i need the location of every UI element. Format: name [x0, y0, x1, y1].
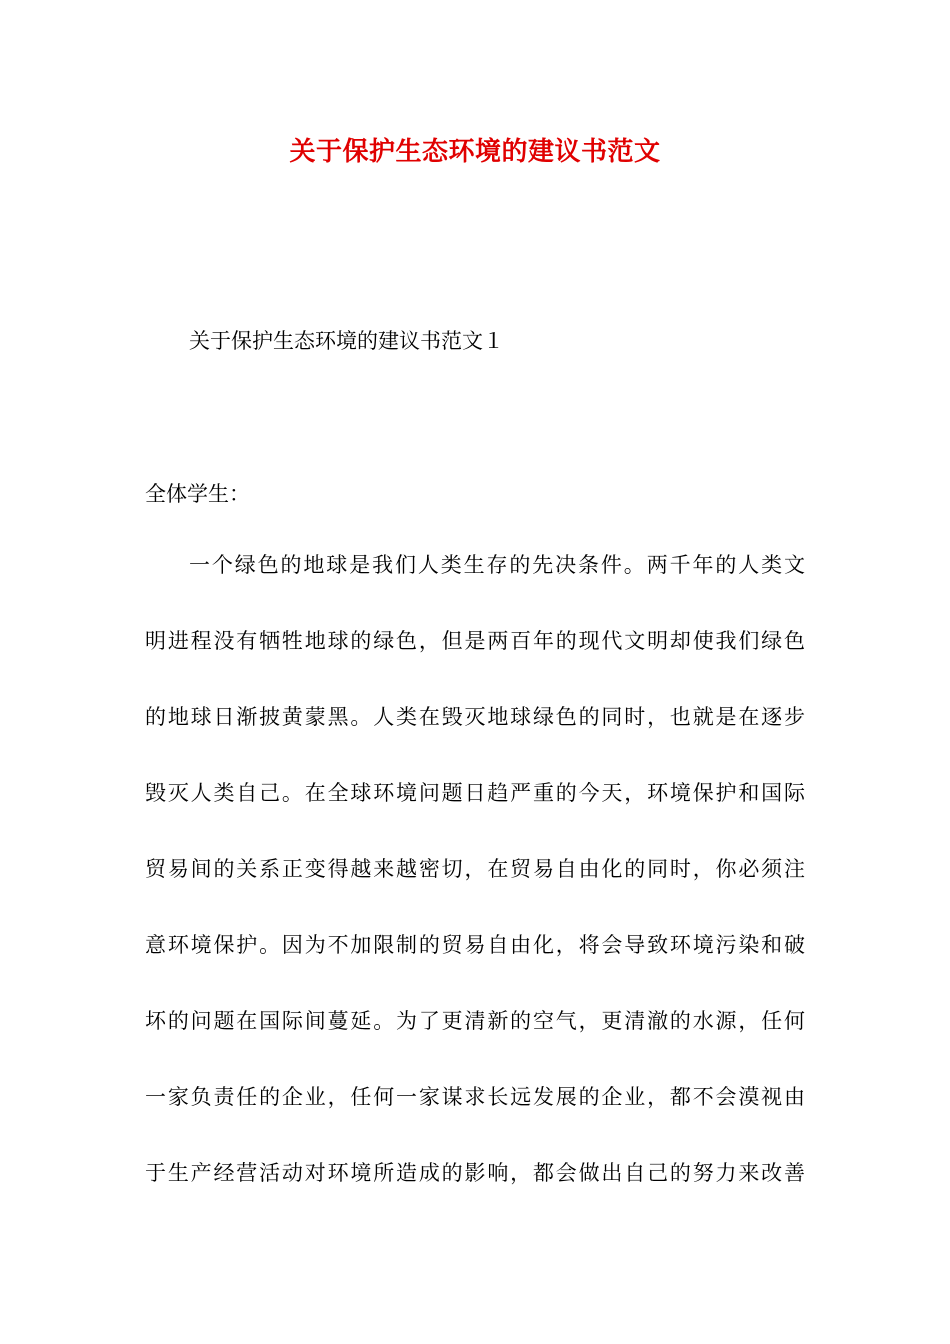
- body-line: 的地球日渐披黄蒙黑。人类在毁灭地球绿色的同时，也就是在逐步: [145, 705, 805, 729]
- body-line: 坏的问题在国际间蔓延。为了更清新的空气，更清澈的水源，任何: [145, 1009, 805, 1033]
- document-title: 关于保护生态环境的建议书范文: [289, 137, 661, 167]
- body-line: 贸易间的关系正变得越来越密切，在贸易自由化的同时，你必须注: [145, 857, 805, 881]
- salutation: 全体学生：: [145, 482, 250, 506]
- body-line: 一个绿色的地球是我们人类生存的先决条件。两千年的人类文: [189, 553, 805, 577]
- document-subtitle: 关于保护生态环境的建议书范文１: [189, 329, 504, 353]
- body-line: 明进程没有牺牲地球的绿色，但是两百年的现代文明却使我们绿色: [145, 629, 805, 653]
- body-line: 于生产经营活动对环境所造成的影响，都会做出自己的努力来改善: [145, 1161, 805, 1185]
- body-line: 毁灭人类自己。在全球环境问题日趋严重的今天，环境保护和国际: [145, 781, 805, 805]
- body-line: 一家负责任的企业，任何一家谋求长远发展的企业，都不会漠视由: [145, 1085, 805, 1109]
- body-line: 意环境保护。因为不加限制的贸易自由化，将会导致环境污染和破: [145, 933, 805, 957]
- body-paragraph: [145, 548, 805, 1232]
